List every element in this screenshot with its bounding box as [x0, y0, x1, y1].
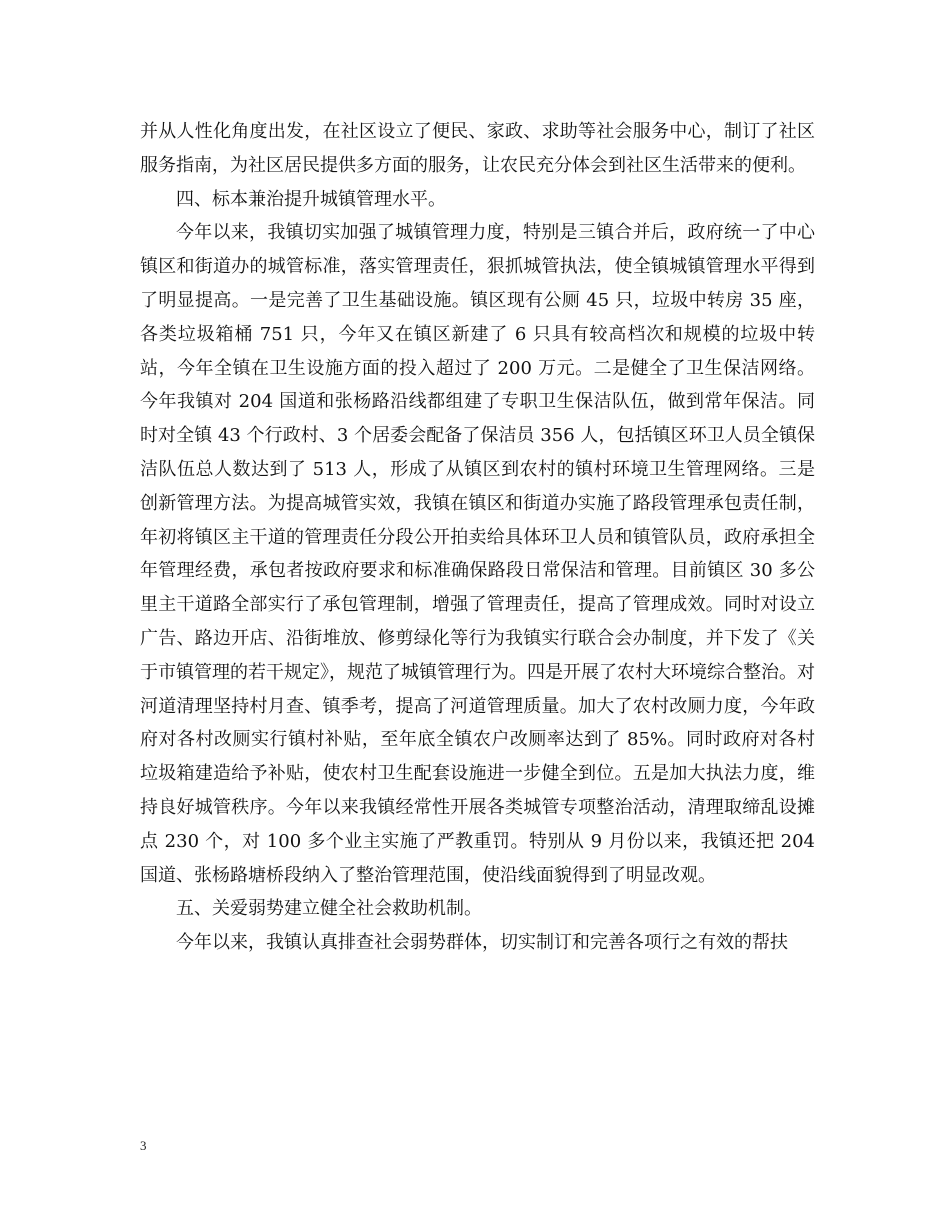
paragraph-social-assistance: 今年以来，我镇认真排查社会弱势群体，切实制订和完善各项行之有效的帮扶	[176, 932, 788, 954]
section-heading-four: 四、标本兼治提升城镇管理水平。	[176, 188, 446, 210]
paragraph-continuation: 并从人性化角度出发，在社区设立了便民、家政、求助等社会服务中心，制订了社区服务指南，为社区居民提供多方面的服务，让农民充分体会到社区生活带来的便利。	[140, 121, 815, 176]
paragraph-urban-management: 今年以来，我镇切实加强了城镇管理力度，特别是三镇合并后，政府统一了中心镇区和街道办的城管标准，落实管理责任，狠抓城管执法，使全镇城镇管理水平得到了明显提高。一是完善了卫生基础设施。镇区现有公厕 45 只，垃圾中转房 35 座，各类垃圾箱桶 751 只，今年又在镇区新建了 6 只具有较高档次和规模的垃圾中转站，今年全镇在卫生设施方面的投入超过了 200 万元。二是健全了卫生保洁网络。今年我镇对 204 国道和张杨路沿线都组建了专职卫生保洁队伍，做到常年保洁。同时对全镇 43 个行政村、3 个居委会配备了保洁员 356 人，包括镇区环卫人员全镇保洁队伍总人数达到了 513 人，形成了从镇区到农村的镇村环境卫生管理网络。三是创新管理方法。为提高城管实效，我镇在镇区和街道办实施了路段管理承包责任制，年初将镇区主干道的管理责任分段公开拍卖给具体环卫人员和镇管队员，政府承担全年管理经费，承包者按政府要求和标准确保路段日常保洁和管理。目前镇区 30 多公里主干道路全部实行了承包管理制，增强了管理责任，提高了管理成效。同时对设立广告、路边开店、沿街堆放、修剪绿化等行为我镇实行联合会办制度，并下发了《关于市镇管理的若干规定》，规范了城镇管理行为。四是开展了农村大环境综合整治。对河道清理坚持村月查、镇季考，提高了河道管理质量。加大了农村改厕力度，今年政府对各村改厕实行镇村补贴，至年底全镇农户改厕率达到了 85%。同时政府对各村垃圾箱建造给予补贴，使农村卫生配套设施进一步健全到位。五是加大执法力度，维持良好城管秩序。今年以来我镇经常性开展各类城管专项整治活动，清理取缔乱设摊点 230 个，对 100 多个业主实施了严教重罚。特别从 9 月份以来，我镇还把 204 国道、张杨路塘桥段纳入了整治管理范围，使沿线面貌得到了明显改观。	[140, 222, 815, 886]
document-body	[140, 115, 815, 960]
section-heading-five: 五、关爱弱势建立健全社会救助机制。	[176, 898, 482, 920]
page-number: 3	[140, 1138, 147, 1153]
